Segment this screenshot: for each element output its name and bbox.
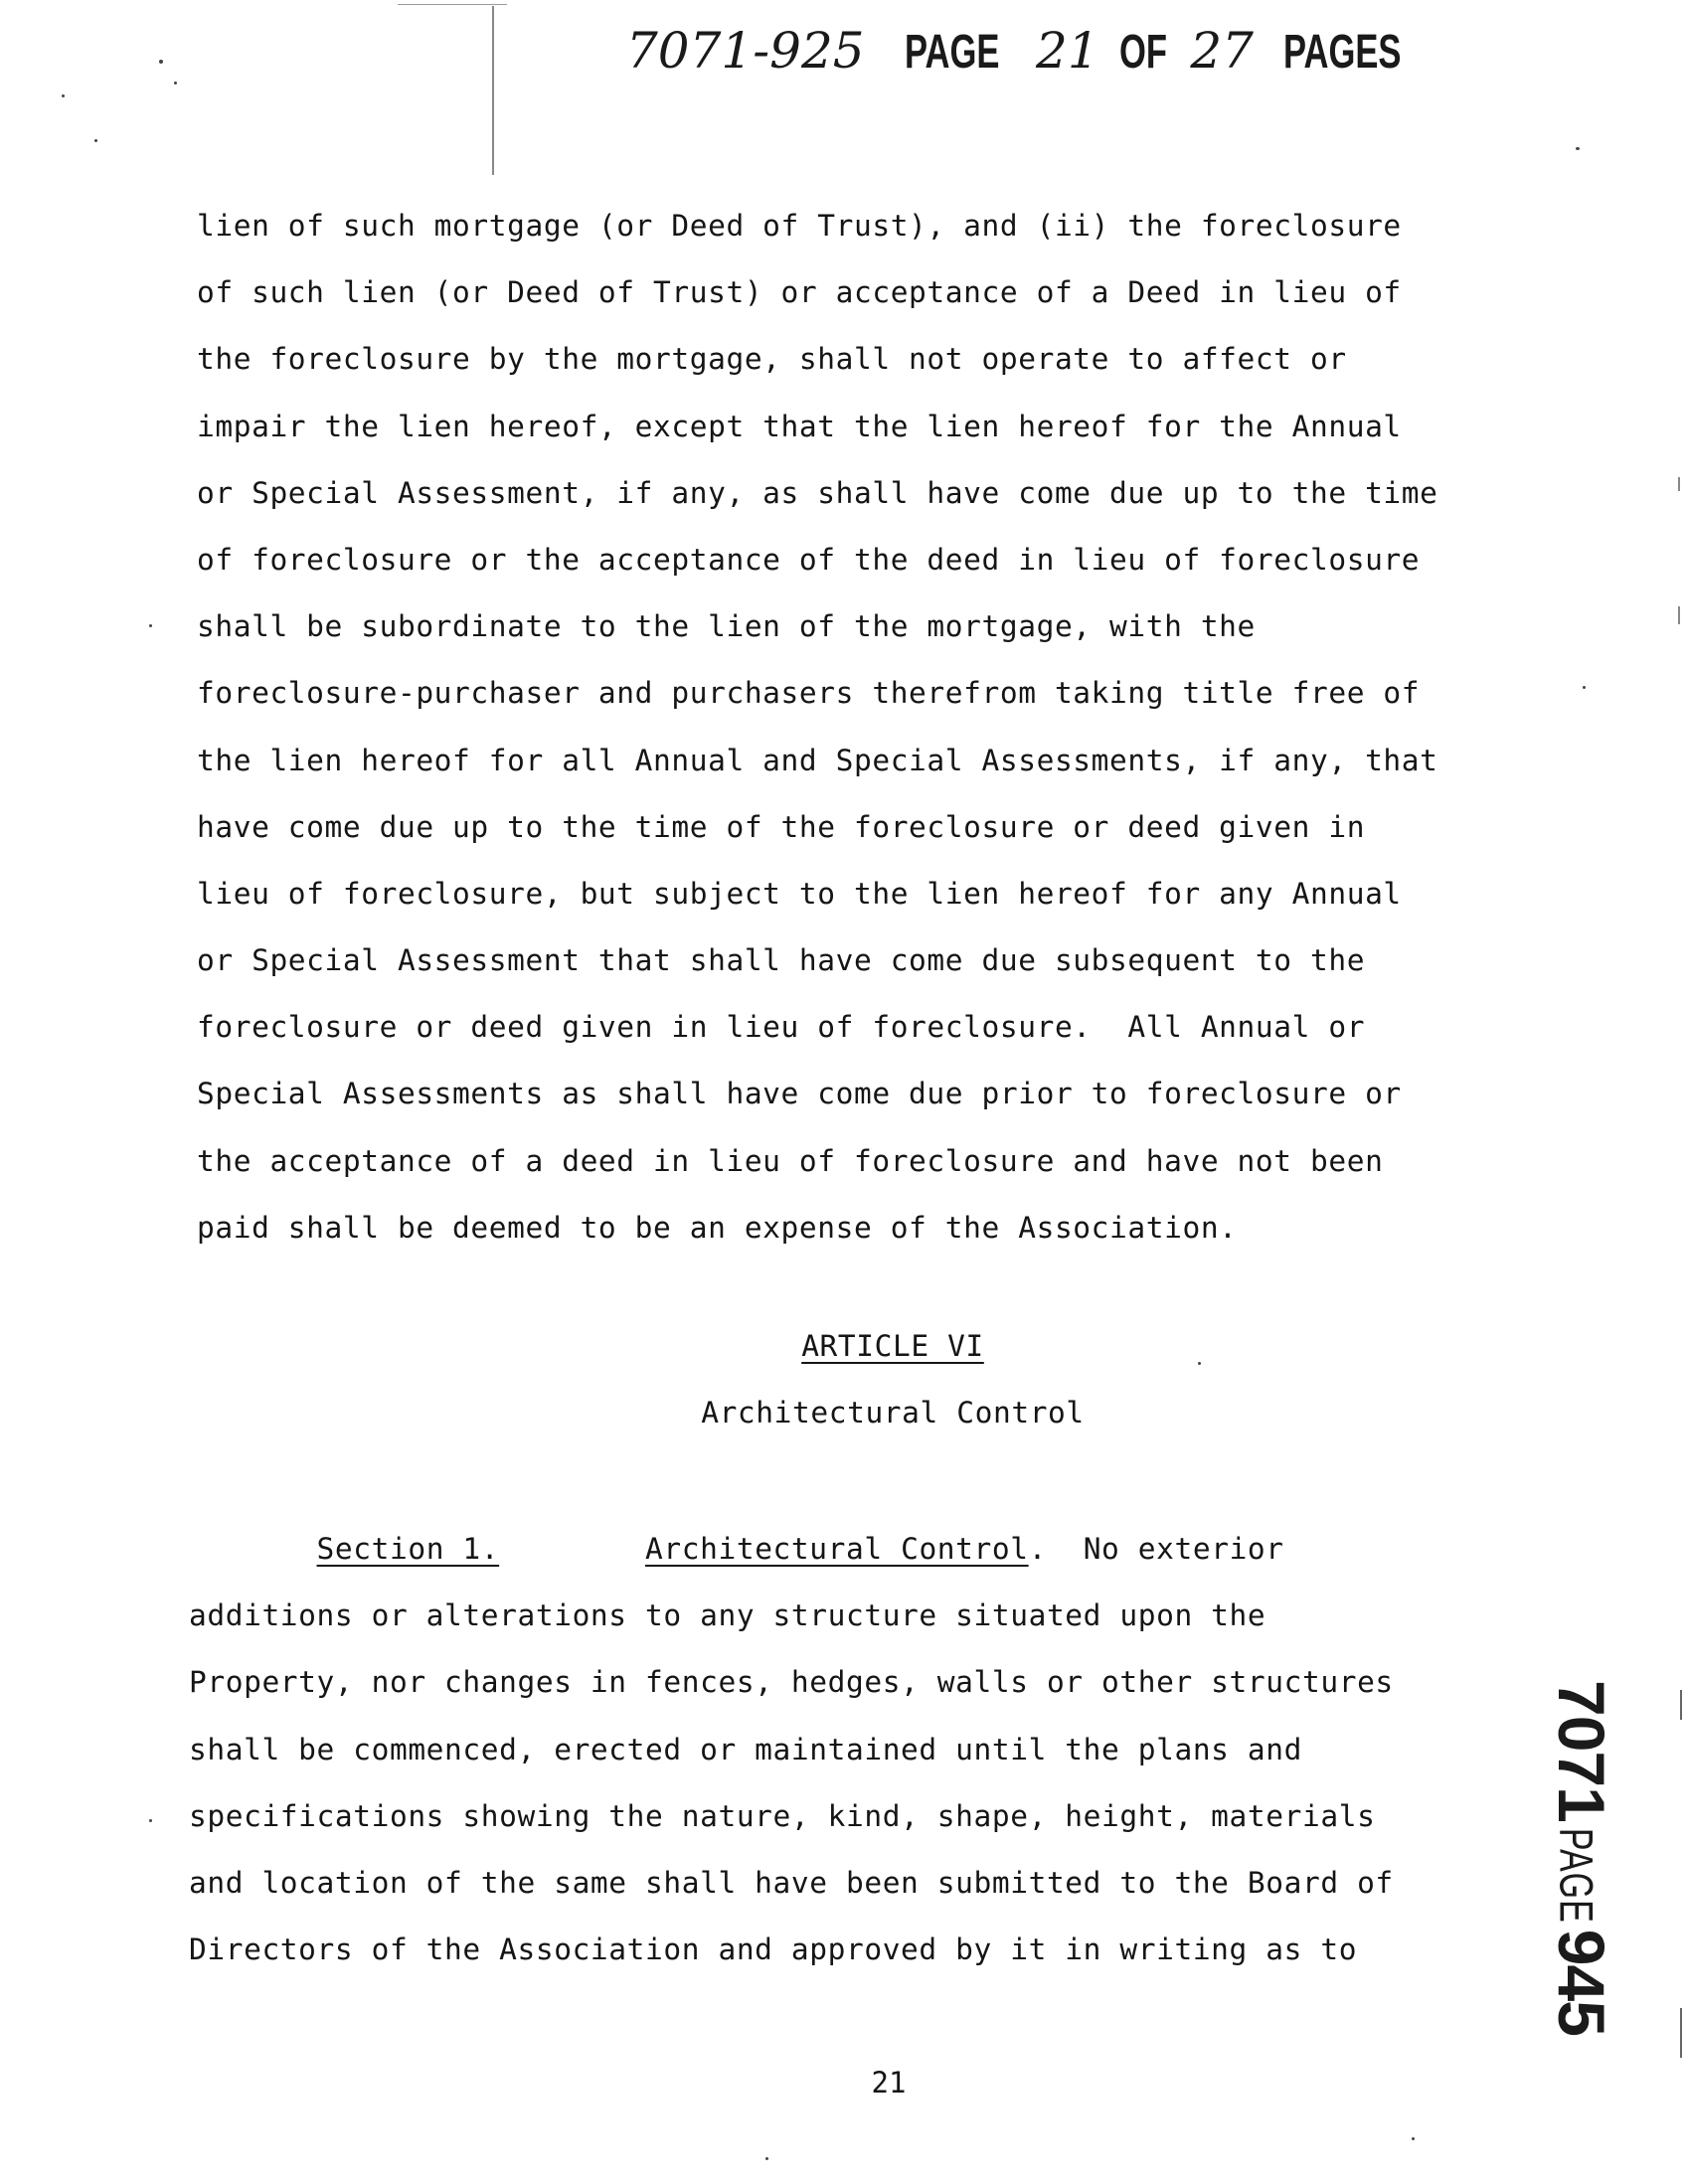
recording-stamp [1545, 1680, 1618, 2036]
body-paragraph [197, 193, 1569, 1261]
body-line: impair the lien hereof, except that the lien hereof for the Annual [197, 409, 1402, 443]
body-line: paid shall be deemed to be an expense of the Association. [197, 1210, 1238, 1245]
page-number-handwritten: 21 [1036, 22, 1099, 80]
body-line: have come due up to the time of the foreclosure or deed given in [197, 809, 1366, 844]
section-1 [189, 1516, 1561, 1983]
scan-speck [1412, 2137, 1415, 2140]
footer-page-number: 21 [871, 2066, 907, 2100]
body-line: the foreclosure by the mortgage, shall not operate to affect or [197, 342, 1347, 377]
scan-speck [62, 94, 65, 97]
body-line: shall be subordinate to the lien of the mortgage, with the [197, 609, 1256, 644]
section-line: shall be commenced, erected or maintained until the plans and [189, 1732, 1302, 1766]
body-line: or Special Assessment that shall have come due subsequent to the [197, 943, 1366, 978]
body-line: the lien hereof for all Annual and Special Assessments, if any, that [197, 743, 1438, 777]
body-line: of such lien (or Deed of Trust) or acceptance of a Deed in lieu of [197, 275, 1402, 310]
section-line: and location of the same shall have been submitted to the Board of [189, 1865, 1394, 1900]
body-line: Special Assessments as shall have come due prior to foreclosure or [197, 1077, 1402, 1111]
body-line: of foreclosure or the acceptance of the deed in lieu of foreclosure [197, 542, 1421, 577]
total-pages-handwritten: 27 [1190, 22, 1254, 80]
scan-speck [149, 1819, 152, 1822]
scan-speck [765, 2157, 768, 2160]
scan-speck [149, 624, 152, 627]
body-line: or Special Assessment, if any, as shall have come due up to the time [197, 475, 1438, 510]
pages-label: PAGES [1282, 26, 1402, 79]
scan-mark [1680, 1690, 1682, 1720]
body-line: the acceptance of a deed in lieu of foreclosure and have not been [197, 1143, 1384, 1178]
scan-speck [1583, 686, 1586, 689]
section-heading: Architectural Control [645, 1532, 1029, 1566]
scan-mark [1678, 606, 1680, 624]
page-footer [0, 2066, 1686, 2100]
article-title: Architectural Control [701, 1396, 1085, 1429]
section-first-line-rest: . No exterior [1028, 1532, 1284, 1566]
scan-speck [159, 60, 163, 64]
article-number: ARTICLE VI [801, 1329, 984, 1363]
of-label: OF [1118, 26, 1167, 79]
scan-speck [94, 139, 97, 142]
record-number: 7071-925 [626, 22, 865, 80]
scan-mark [1678, 477, 1680, 491]
body-line: lien of such mortgage (or Deed of Trust), and (ii) the foreclosure [197, 209, 1402, 243]
stamp-book-number: 7071 [1545, 1680, 1618, 1822]
body-line: lieu of foreclosure, but subject to the lien hereof for any Annual [197, 876, 1402, 911]
scan-mark [398, 4, 507, 5]
page-header [626, 22, 1446, 91]
section-line: Property, nor changes in fences, hedges, walls or other structures [189, 1665, 1394, 1700]
section-line: specifications showing the nature, kind, shape, height, materials [189, 1798, 1376, 1833]
scan-mark [1680, 2008, 1682, 2058]
stamp-page-label: PAGE [1549, 1827, 1603, 1924]
body-line: foreclosure or deed given in lieu of foreclosure. All Annual or [197, 1010, 1366, 1045]
section-label: Section 1. [316, 1532, 500, 1566]
scan-mark [492, 6, 494, 175]
section-first-line [189, 1516, 1561, 1583]
section-line: Directors of the Association and approved by it in writing as to [189, 1932, 1358, 1967]
scan-speck [1198, 1362, 1201, 1365]
scan-speck [174, 82, 177, 84]
body-line: foreclosure-purchaser and purchasers therefrom taking title free of [197, 676, 1421, 711]
scan-speck [1576, 147, 1580, 150]
stamp-page-number: 945 [1545, 1929, 1618, 2036]
section-line: additions or alterations to any structure situated upon the [189, 1598, 1266, 1633]
page-label: PAGE [904, 26, 999, 79]
